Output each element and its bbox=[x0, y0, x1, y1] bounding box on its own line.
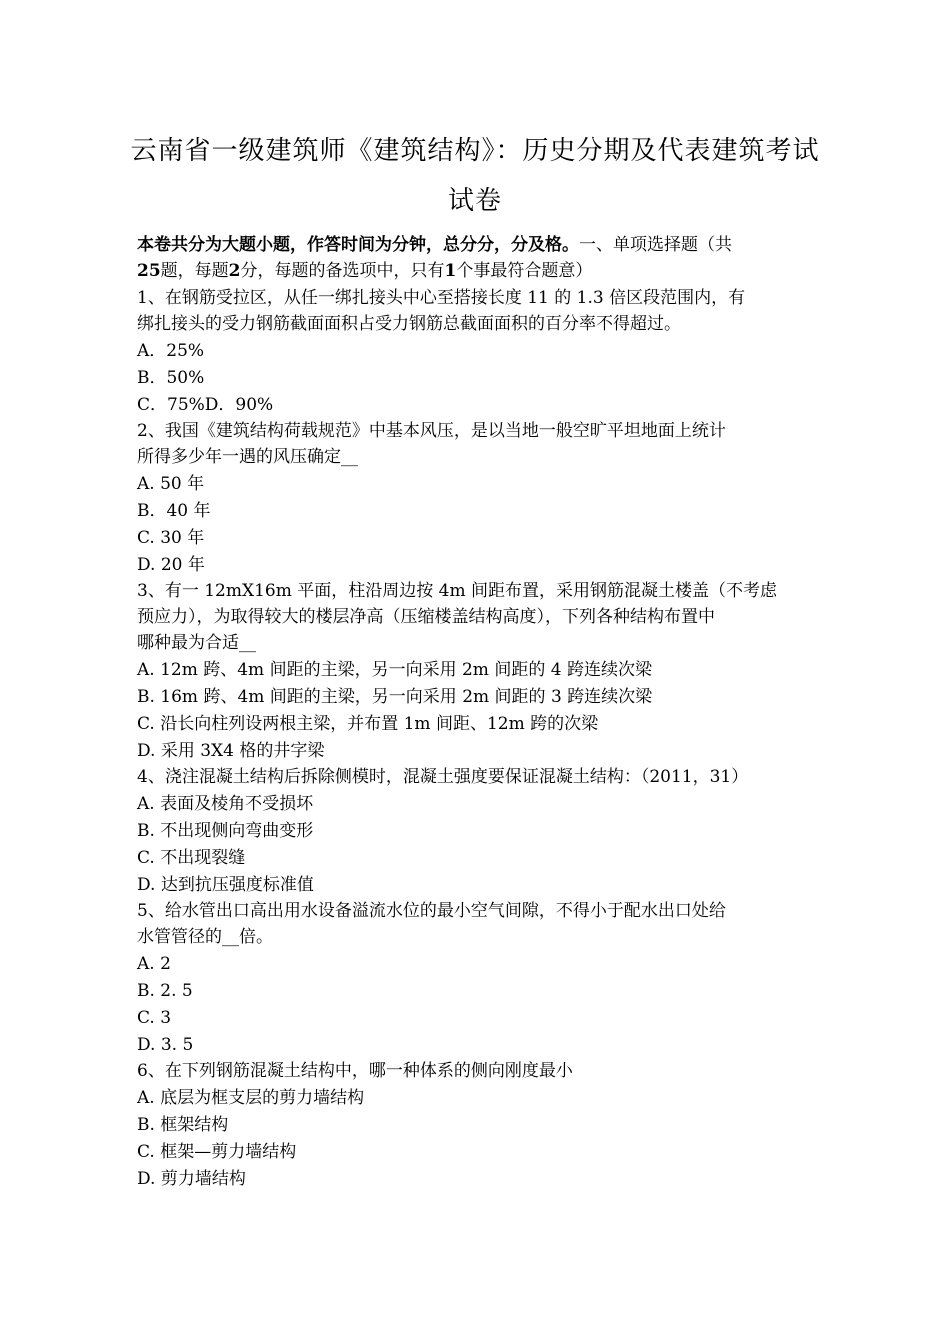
answer-option: C．75%D．90% bbox=[137, 395, 274, 415]
question-stem-line: 哪种最为合适__ bbox=[137, 633, 256, 653]
question-item bbox=[137, 418, 817, 578]
answer-option: C. 30 年 bbox=[137, 528, 205, 548]
document-title-line2: 试卷 bbox=[447, 186, 502, 216]
answer-option: B. 16m 跨、4m 间距的主梁，另一向采用 2m 间距的 3 跨连续次梁 bbox=[137, 687, 653, 707]
answer-option: D. 达到抗压强度标准值 bbox=[137, 875, 314, 895]
answer-option: B. 2. 5 bbox=[137, 981, 193, 1001]
answer-option: D. 剪力墙结构 bbox=[137, 1169, 246, 1189]
question-stem-line: 1、在钢筋受拉区，从任一绑扎接头中心至搭接长度 11 的 1.3 倍区段范围内，有 bbox=[137, 288, 746, 308]
intro-text-a: 题，每题 bbox=[160, 261, 229, 281]
answer-option: D. 采用 3X4 格的井字梁 bbox=[137, 741, 325, 761]
question-item bbox=[137, 1058, 817, 1192]
intro-points-each: 2 bbox=[228, 261, 241, 281]
answer-option: B. 框架结构 bbox=[137, 1115, 229, 1135]
answer-option: D. 20 年 bbox=[137, 555, 205, 575]
answer-option: A．25% bbox=[137, 341, 205, 361]
answer-option: A. 12m 跨、4m 间距的主梁，另一向采用 2m 间距的 4 跨连续次梁 bbox=[137, 660, 652, 680]
intro-section-heading: 一、单项选择题（共 bbox=[579, 235, 732, 255]
answer-option: B．50% bbox=[137, 368, 205, 388]
question-item bbox=[137, 764, 817, 898]
question-stem-line: 3、有一 12mX16m 平面，柱沿周边按 4m 间距布置，采用钢筋混凝土楼盖（不考虑 bbox=[137, 581, 777, 601]
question-item bbox=[137, 285, 817, 418]
intro-question-count: 25 bbox=[137, 261, 161, 281]
question-stem-line: 预应力），为取得较大的楼层净高（压缩楼盖结构高度），下列各种结构布置中 bbox=[137, 607, 715, 627]
answer-option: D. 3. 5 bbox=[137, 1035, 194, 1055]
question-stem-line: 所得多少年一遇的风压确定__ bbox=[137, 447, 358, 467]
question-item bbox=[137, 578, 817, 764]
document-body bbox=[137, 232, 817, 1192]
answer-option: A. 底层为框支层的剪力墙结构 bbox=[137, 1088, 365, 1108]
answer-option: C. 3 bbox=[137, 1008, 172, 1028]
answer-option: B．40 年 bbox=[137, 501, 211, 521]
question-stem-line: 水管管径的__倍。 bbox=[137, 927, 273, 947]
answer-option: A. 2 bbox=[137, 954, 171, 974]
question-item bbox=[137, 898, 817, 1058]
intro-text-c: 个事最符合题意） bbox=[456, 261, 593, 281]
answer-option: C. 不出现裂缝 bbox=[137, 848, 246, 868]
answer-option: A. 50 年 bbox=[137, 474, 205, 494]
answer-option: B. 不出现侧向弯曲变形 bbox=[137, 821, 314, 841]
intro-bold-text: 本卷共分为大题小题，作答时间为分钟，总分分，分及格。 bbox=[137, 235, 579, 255]
question-list bbox=[137, 285, 817, 1192]
document-title-line1: 云南省一级建筑师《建筑结构》：历史分期及代表建筑考试 bbox=[130, 136, 820, 166]
intro-line-2 bbox=[137, 258, 817, 284]
intro-line-1 bbox=[137, 232, 817, 258]
answer-option: C. 框架—剪力墙结构 bbox=[137, 1142, 297, 1162]
answer-option: A. 表面及棱角不受损坏 bbox=[137, 794, 314, 814]
question-stem-line: 2、我国《建筑结构荷载规范》中基本风压，是以当地一般空旷平坦地面上统计 bbox=[137, 421, 726, 441]
question-stem-line: 6、在下列钢筋混凝土结构中，哪一种体系的侧向刚度最小 bbox=[137, 1061, 573, 1081]
answer-option: C. 沿长向柱列设两根主梁，并布置 1m 间距、12m 跨的次梁 bbox=[137, 714, 599, 734]
question-stem-line: 5、给水管出口高出用水设备溢流水位的最小空气间隙，不得小于配水出口处给 bbox=[137, 901, 726, 921]
question-stem-line: 4、浇注混凝土结构后拆除侧模时，混凝土强度要保证混凝土结构：（2011，31） bbox=[137, 767, 749, 787]
question-stem-line: 绑扎接头的受力钢筋截面面积占受力钢筋总截面面积的百分率不得超过。 bbox=[137, 314, 681, 334]
intro-text-b: 分，每题的备选项中，只有 bbox=[240, 261, 445, 281]
intro-correct-count: 1 bbox=[444, 261, 457, 281]
